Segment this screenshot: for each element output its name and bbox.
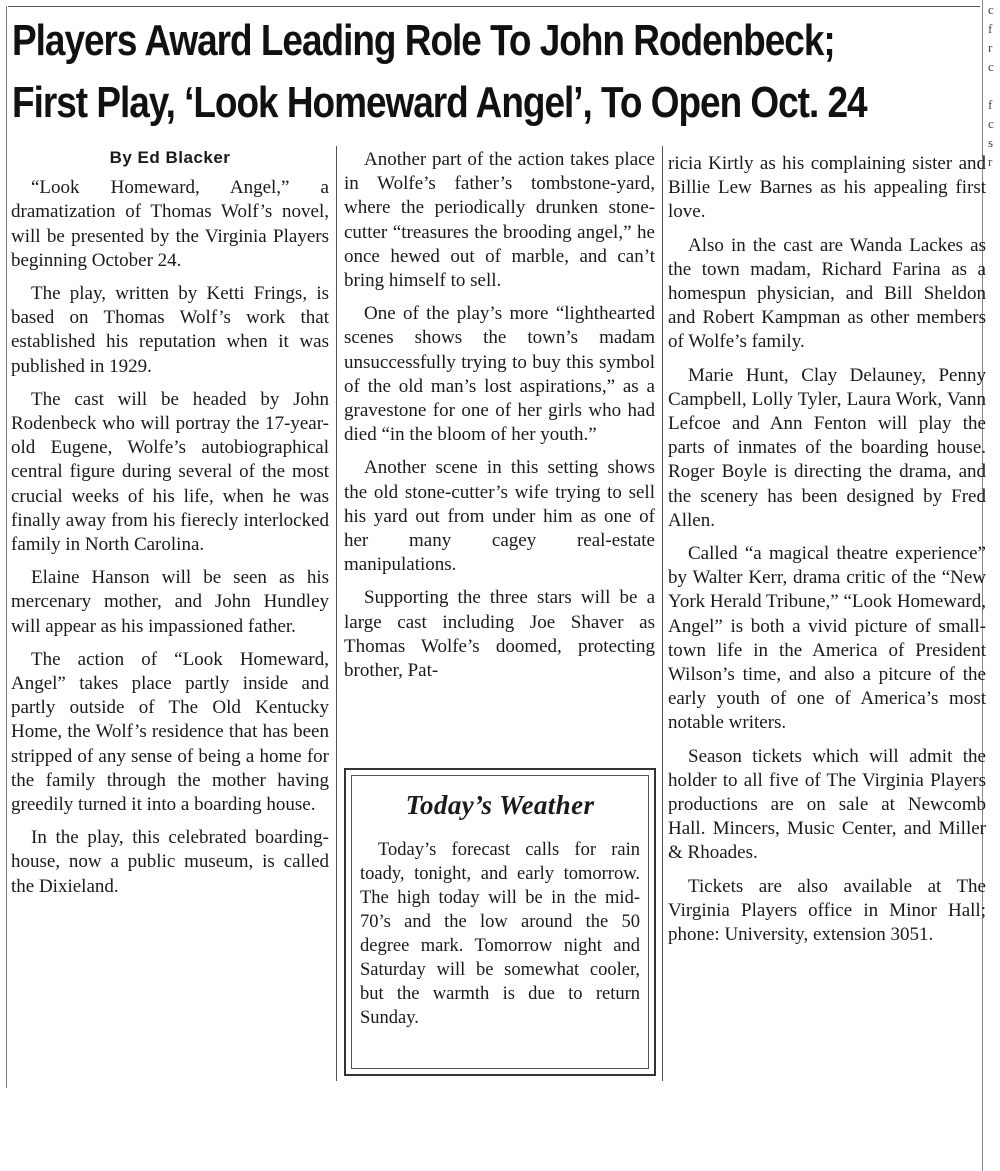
top-rule: [8, 6, 980, 7]
paragraph: In the play, this celebrated boarding-house, now a public museum, is called the Dixieland.: [11, 827, 329, 897]
fragment: s: [988, 135, 994, 150]
adjacent-column-fragments: [988, 0, 1000, 1171]
paragraph: The cast will be headed by John Rodenbeck who will portray the 17-year-old Eugene, Wolfe’s autobiographical central figure during several of the most crucial weeks of his life, when he was finally away from his fierecly interlocked family in North Carolina.: [11, 388, 329, 556]
weather-box: [344, 768, 656, 1076]
paragraph: Another scene in this setting shows the old stone-cutter’s wife trying to sell his yard out from under him as one of her many cagey real-estate manipulations.: [344, 457, 655, 576]
fragment: [988, 76, 1000, 95]
fragment: f: [988, 21, 993, 36]
paragraph: Tickets are also available at The Virginia Players office in Minor Hall; phone: University, extension 3051.: [668, 875, 986, 946]
article-column-2: [344, 148, 655, 692]
paragraph: Season tickets which will admit the holder to all five of The Virginia Players productions are on sale at Newcomb Hall. Mincers, Music Center, and Miller & Rhoades.: [668, 745, 986, 864]
fragment: c: [988, 116, 994, 131]
byline: By Ed Blacker: [109, 148, 231, 167]
paragraph: The play, written by Ketti Frings, is based on Thomas Wolf’s work that established his reputation when it was published in 1929.: [11, 283, 329, 377]
paragraph: ricia Kirtly as his complaining sister and Billie Lew Barnes as his appealing first love.: [668, 153, 986, 223]
paragraph: Called “a magical theatre experience” by Walter Kerr, drama critic of the “New York Herald Tribune,” “Look Homeward, Angel” is both a vivid picture of small-town life in the America of President Wilson’s time, and also a pitcure of the early youth of one of America’s most notable writers.: [668, 543, 986, 734]
paragraph: Also in the cast are Wanda Lackes as the town madam, Richard Farina as a homespun physician, and Bill Sheldon and Robert Kampman as other members of Wolfe’s family.: [668, 234, 986, 353]
paragraph: The action of “Look Homeward, Angel” takes place partly inside and partly outside of The Old Kentucky Home, the Wolf’s residence that has been stripped of any sense of being a home for the family through the mother having greedily turned it into a boarding house.: [11, 648, 329, 816]
paragraph: Supporting the three stars will be a large cast including Joe Shaver as Thomas Wolfe’s doomed, protecting brother, Pat-: [344, 587, 655, 682]
paragraph: Marie Hunt, Clay Delauney, Penny Campbell, Lolly Tyler, Laura Work, Vann Lefcoe and Ann Fenton will play the parts of inmates of the boarding house. Roger Boyle is directing the drama, and the scenery has been designed by Fred Allen.: [668, 364, 986, 531]
paragraph: Another part of the action takes place in Wolfe’s father’s tombstone-yard, where the periodically drunken stone-cutter “treasures the brooding angel,” he once hewed out of marble, and can’t bring himself to sell.: [344, 149, 655, 292]
article-column-3: [668, 152, 986, 956]
headline-line-2: First Play, ‘Look Homeward Angel’, To Open Oct. 24: [12, 78, 867, 127]
fragment: c: [988, 2, 994, 17]
fragment: c: [988, 59, 994, 74]
paragraph: “Look Homeward, Angel,” a dramatization of Thomas Wolf’s novel, will be presented by the Virginia Players beginning October 24.: [11, 177, 329, 271]
fragment: r: [988, 154, 993, 169]
headline-line-1: Players Award Leading Role To John Rodenbeck;: [12, 16, 835, 65]
weather-forecast-text: Today’s forecast calls for rain toady, tonight, and early tomorrow. The high today will be in the mid-70’s and the low around the 50 degree mark. Tomorrow night and Saturday will be somewhat cooler, but the warmth is due to return Sunday.: [360, 840, 640, 1028]
headline: [12, 10, 978, 134]
fragment: r: [988, 40, 993, 55]
weather-box-inner-border: [351, 775, 649, 1069]
fragment: f: [988, 97, 993, 112]
weather-body: [360, 838, 640, 1030]
weather-title: Today’s Weather: [405, 790, 595, 820]
paragraph: Elaine Hanson will be seen as his mercenary mother, and John Hundley will appear as his impassioned father.: [11, 567, 329, 637]
paragraph: One of the play’s more “lighthearted scenes shows the town’s madam unsuccessfully trying to buy this symbol of the old man’s lost aspirations,” as a gravestone for one of her girls who had died “in the bloom of her youth.”: [344, 303, 655, 446]
article-column-1: [11, 146, 329, 908]
left-rule: [6, 6, 7, 1088]
column-rule: [336, 146, 337, 1081]
column-rule: [662, 146, 663, 1081]
